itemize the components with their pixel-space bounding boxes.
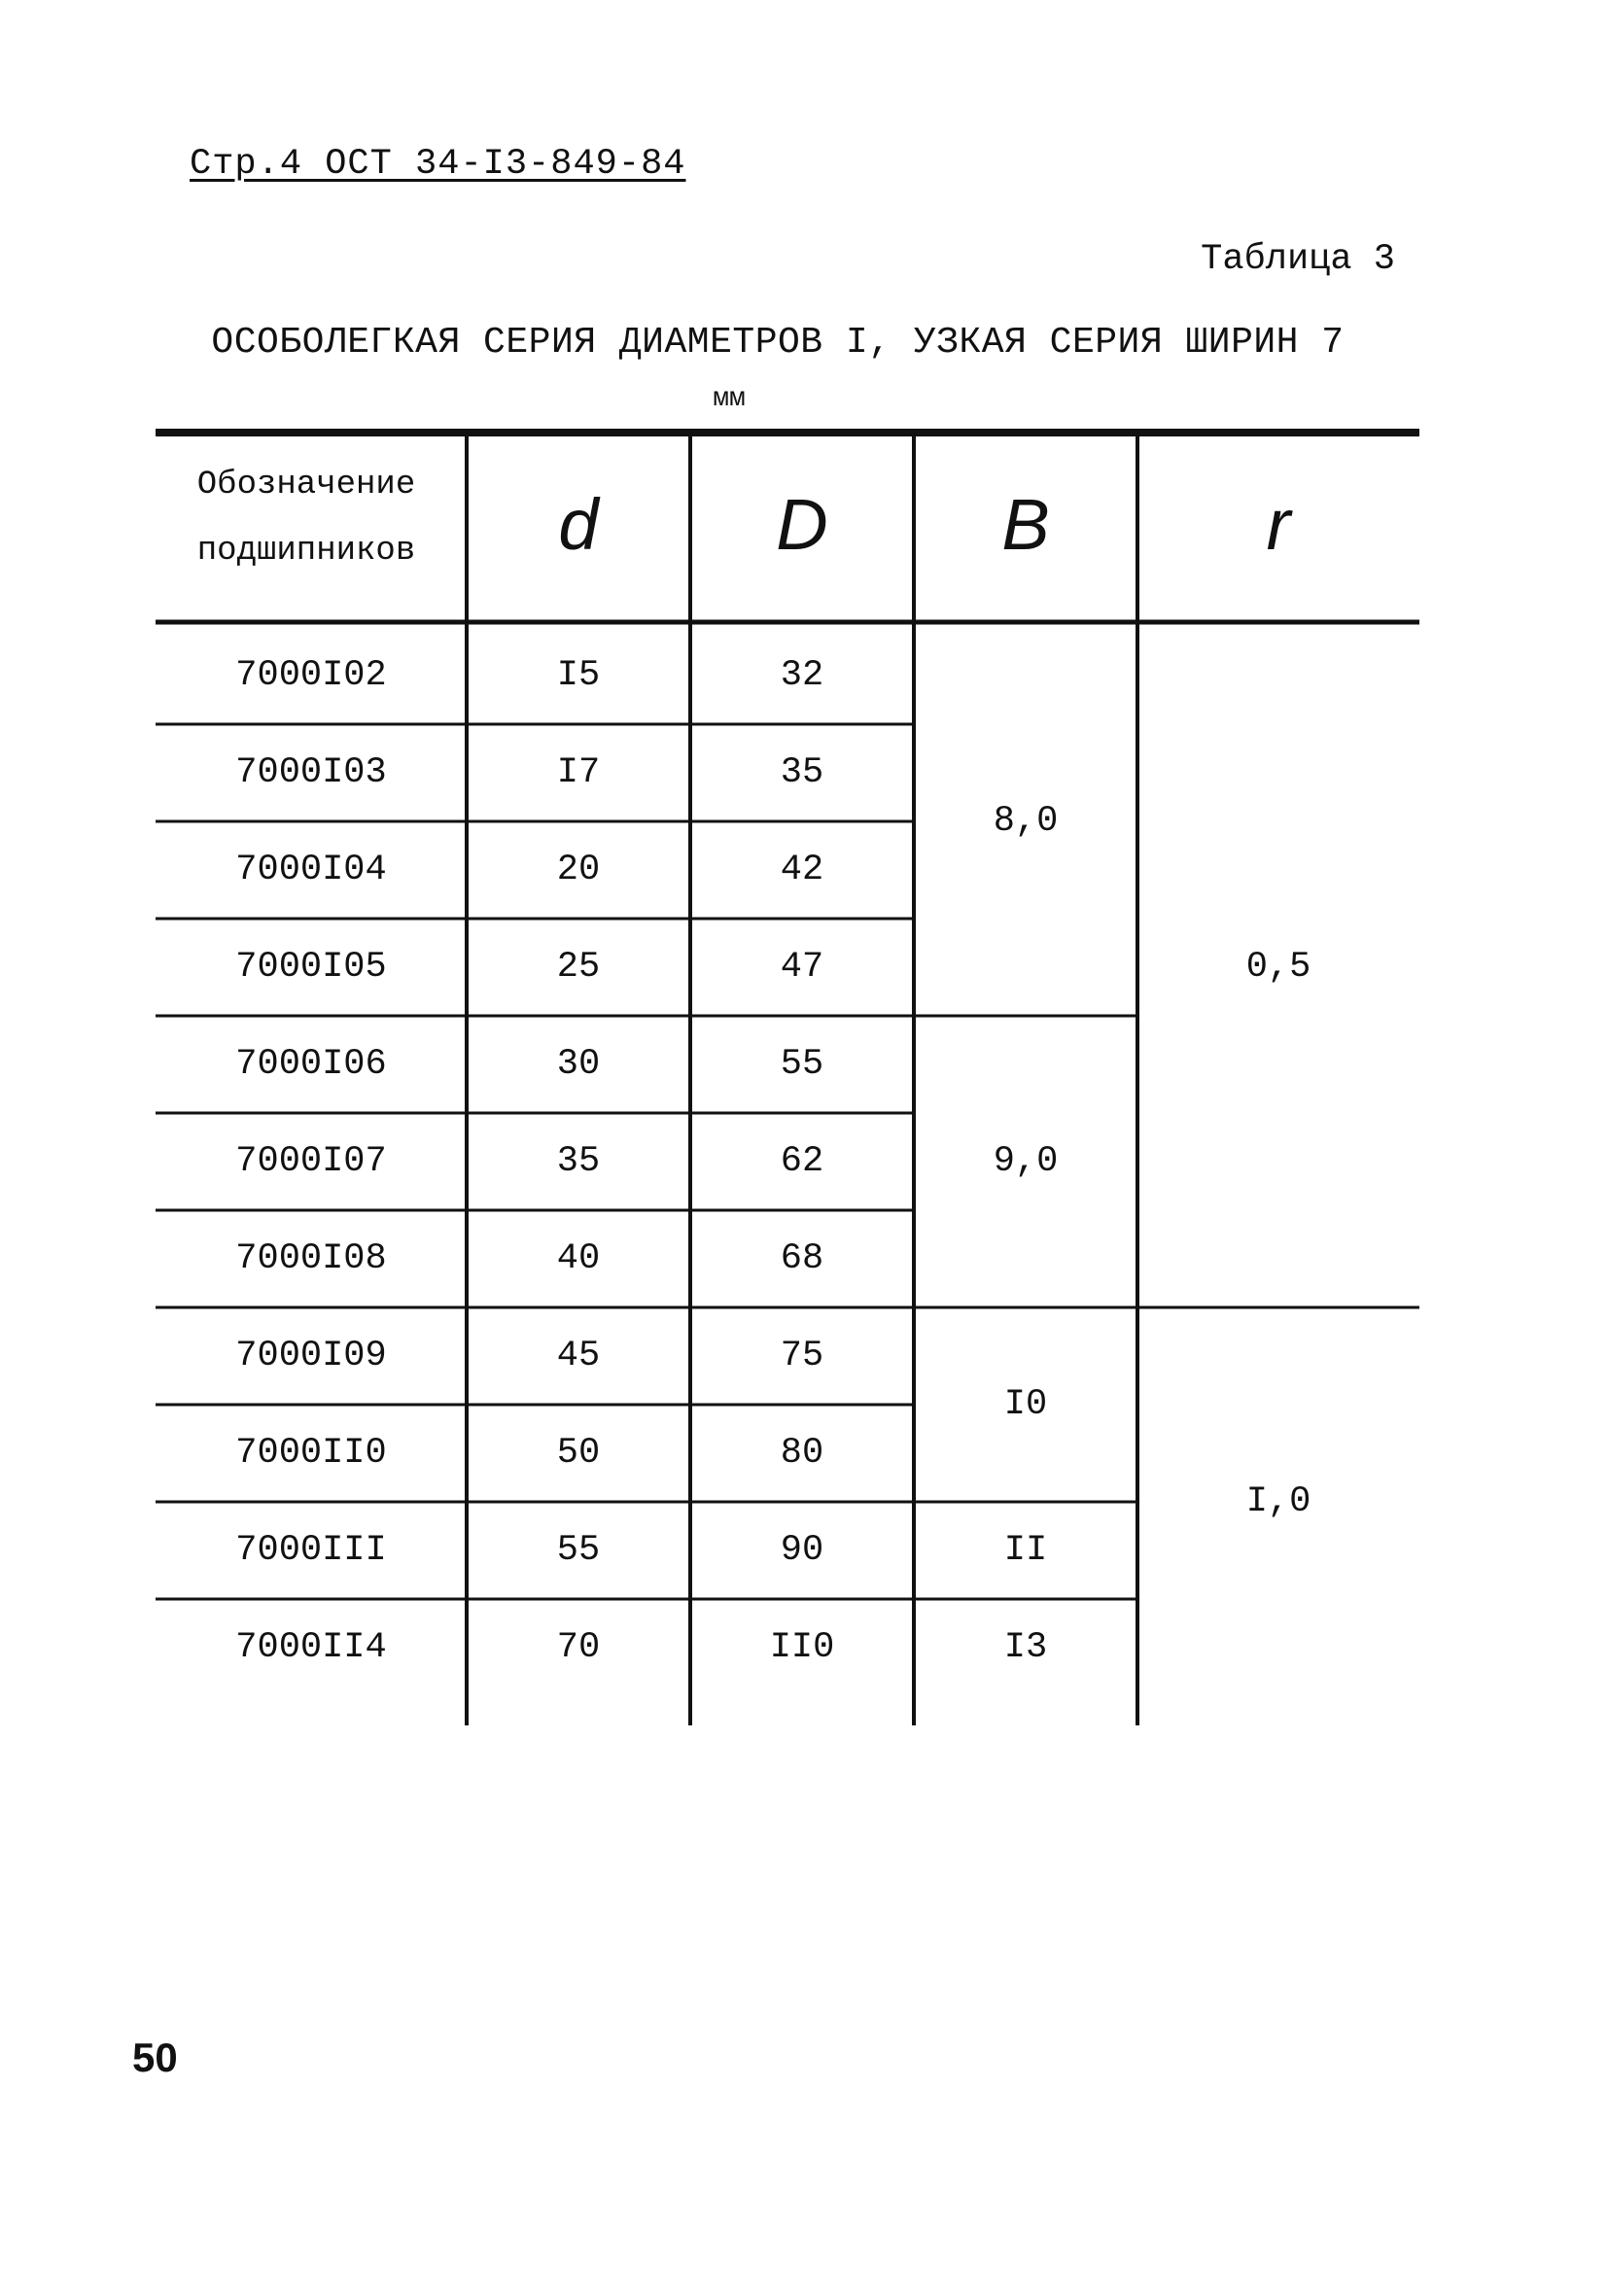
cell-designation: 7000I03 xyxy=(235,752,387,793)
table-title: ОСОБОЛЕГКАЯ СЕРИЯ ДИАМЕТРОВ I, УЗКАЯ СЕРИЯ ШИРИН 7 xyxy=(211,322,1345,364)
cell-D: 55 xyxy=(780,1044,824,1085)
cell-designation: 7000I02 xyxy=(235,655,387,696)
cell-D: 90 xyxy=(780,1530,824,1571)
cell-B: 9,0 xyxy=(993,1141,1059,1182)
cell-d: I5 xyxy=(556,655,601,696)
cell-designation: 7000I09 xyxy=(235,1336,387,1376)
cell-d: 50 xyxy=(556,1433,601,1474)
header-designation-line1: Обозначение xyxy=(196,467,416,504)
cell-designation: 7000II0 xyxy=(235,1433,387,1474)
cell-B: I0 xyxy=(1003,1384,1048,1425)
cell-designation: 7000I05 xyxy=(235,947,387,988)
cell-designation: 7000III xyxy=(235,1530,387,1571)
bearing-dimensions-table xyxy=(156,423,1419,1725)
cell-D: 68 xyxy=(780,1238,824,1279)
cell-d: I7 xyxy=(556,752,601,793)
cell-d: 30 xyxy=(556,1044,601,1085)
header-d: d xyxy=(558,484,599,565)
header-r: r xyxy=(1266,484,1291,565)
cell-designation: 7000I07 xyxy=(235,1141,387,1182)
cell-designation: 7000II4 xyxy=(235,1627,387,1668)
cell-d: 25 xyxy=(556,947,601,988)
cell-designation: 7000I04 xyxy=(235,850,387,890)
cell-B: I3 xyxy=(1003,1627,1048,1668)
cell-D: 32 xyxy=(780,655,824,696)
units-label: мм xyxy=(713,384,746,414)
cell-d: 45 xyxy=(556,1336,601,1376)
header-designation xyxy=(156,452,457,584)
cell-d: 70 xyxy=(556,1627,601,1668)
cell-D: 42 xyxy=(780,850,824,890)
header-designation-line2: подшипников xyxy=(196,533,416,570)
header-B: B xyxy=(1001,484,1050,565)
cell-D: 62 xyxy=(780,1141,824,1182)
table-label: Таблица 3 xyxy=(1201,239,1395,280)
header-D: D xyxy=(776,484,828,565)
cell-d: 40 xyxy=(556,1238,601,1279)
document-reference: Стр.4 ОСТ 34-I3-849-84 xyxy=(190,144,686,185)
cell-d: 55 xyxy=(556,1530,601,1571)
cell-designation: 7000I08 xyxy=(235,1238,387,1279)
cell-B: 8,0 xyxy=(993,801,1059,842)
cell-r: I,0 xyxy=(1245,1481,1311,1522)
cell-designation: 7000I06 xyxy=(235,1044,387,1085)
cell-D: 80 xyxy=(780,1433,824,1474)
cell-r: 0,5 xyxy=(1245,947,1311,988)
page-number: 50 xyxy=(132,2035,178,2080)
cell-d: 20 xyxy=(556,850,601,890)
cell-D: II0 xyxy=(769,1627,835,1668)
cell-D: 47 xyxy=(780,947,824,988)
cell-D: 35 xyxy=(780,752,824,793)
cell-B: II xyxy=(1003,1530,1048,1571)
cell-d: 35 xyxy=(556,1141,601,1182)
cell-D: 75 xyxy=(780,1336,824,1376)
